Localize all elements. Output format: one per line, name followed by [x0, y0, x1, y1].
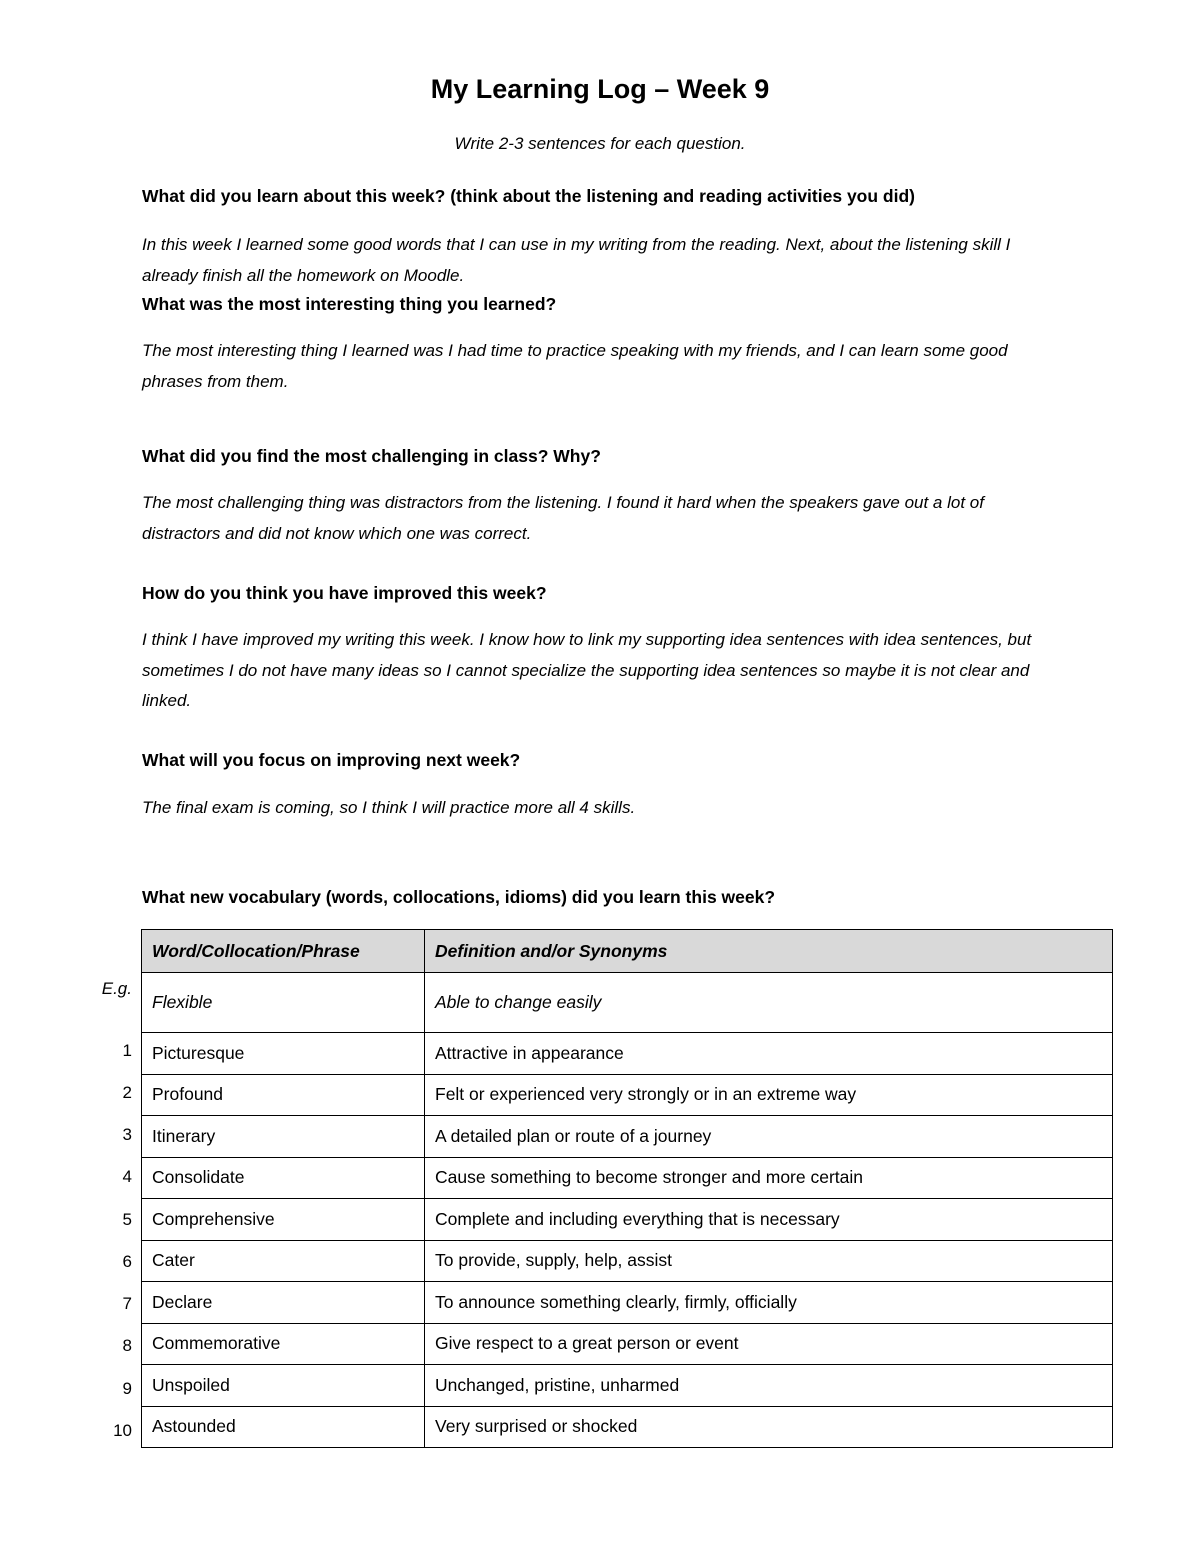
definition-cell: Complete and including everything that is necessary [425, 1199, 1113, 1241]
row-number: 10 [113, 1421, 132, 1440]
definition-cell: Felt or experienced very strongly or in an extreme way [425, 1074, 1113, 1116]
definition-cell: To announce something clearly, firmly, officially [425, 1282, 1113, 1324]
word-cell: Declare [142, 1282, 425, 1324]
definition-cell: Unchanged, pristine, unharmed [425, 1365, 1113, 1407]
word-cell: Itinerary [142, 1116, 425, 1158]
row-number: 1 [122, 1041, 132, 1060]
example-label: E.g. [101, 979, 132, 998]
row-number: 9 [122, 1379, 132, 1398]
word-cell: Astounded [142, 1406, 425, 1448]
row-number: 6 [122, 1252, 132, 1271]
definition-cell: A detailed plan or route of a journey [425, 1116, 1113, 1158]
table-row [142, 1406, 1113, 1448]
word-cell: Picturesque [142, 1033, 425, 1075]
row-number: 4 [122, 1167, 132, 1186]
vocabulary-table [141, 929, 1113, 1448]
definition-cell: Attractive in appearance [425, 1033, 1113, 1075]
definition-cell: To provide, supply, help, assist [425, 1240, 1113, 1282]
row-number: 2 [122, 1083, 132, 1102]
definition-cell: Very surprised or shocked [425, 1406, 1113, 1448]
word-cell: Comprehensive [142, 1199, 425, 1241]
question-4: How do you think you have improved this week? [142, 583, 547, 603]
row-number: 8 [122, 1336, 132, 1355]
answer-3: The most challenging thing was distractors from the listening. I found it hard when the speakers gave out a lot of distractors and did not know which one was correct. [142, 493, 984, 543]
vocabulary-question: What new vocabulary (words, collocations, idioms) did you learn this week? [142, 887, 776, 907]
word-cell: Consolidate [142, 1157, 425, 1199]
answer-5: The final exam is coming, so I think I will practice more all 4 skills. [142, 798, 636, 817]
table-row [142, 1240, 1113, 1282]
table-row [142, 1199, 1113, 1241]
table-row [142, 1365, 1113, 1407]
row-number: 3 [122, 1125, 132, 1144]
table-row [142, 1323, 1113, 1365]
question-3: What did you find the most challenging in class? Why? [142, 446, 601, 466]
definition-cell: Cause something to become stronger and more certain [425, 1157, 1113, 1199]
row-number: 5 [122, 1210, 132, 1229]
page-title: My Learning Log – Week 9 [430, 74, 770, 104]
word-cell: Unspoiled [142, 1365, 425, 1407]
row-number: 7 [122, 1294, 132, 1313]
answer-4: I think I have improved my writing this week. I know how to link my supporting idea sentences with idea sentences, but sometimes I do not have many ideas so I cannot specialize the supporting idea sentences so maybe it is not clear and linked. [142, 630, 1032, 710]
table-row [142, 1116, 1113, 1158]
table-row [142, 1074, 1113, 1116]
answer-1: In this week I learned some good words that I can use in my writing from the reading. Next, about the listening skill I already finish all the homework on Moodle. [142, 235, 1011, 285]
word-cell: Commemorative [142, 1323, 425, 1365]
example-word: Flexible [142, 973, 425, 1033]
header-word: Word/Collocation/Phrase [142, 930, 425, 973]
definition-cell: Give respect to a great person or event [425, 1323, 1113, 1365]
example-definition: Able to change easily [425, 973, 1113, 1033]
table-header-row [142, 930, 1113, 973]
table-row [142, 1282, 1113, 1324]
question-2: What was the most interesting thing you learned? [142, 294, 557, 314]
page-instructions: Write 2-3 sentences for each question. [454, 134, 746, 153]
answer-2: The most interesting thing I learned was I had time to practice speaking with my friends, and I can learn some good phrases from them. [142, 341, 1008, 391]
word-cell: Cater [142, 1240, 425, 1282]
example-row [142, 973, 1113, 1033]
question-5: What will you focus on improving next week? [142, 750, 521, 770]
header-definition: Definition and/or Synonyms [425, 930, 1113, 973]
question-1: What did you learn about this week? (think about the listening and reading activities you did) [142, 186, 915, 206]
word-cell: Profound [142, 1074, 425, 1116]
table-row [142, 1033, 1113, 1075]
table-row [142, 1157, 1113, 1199]
